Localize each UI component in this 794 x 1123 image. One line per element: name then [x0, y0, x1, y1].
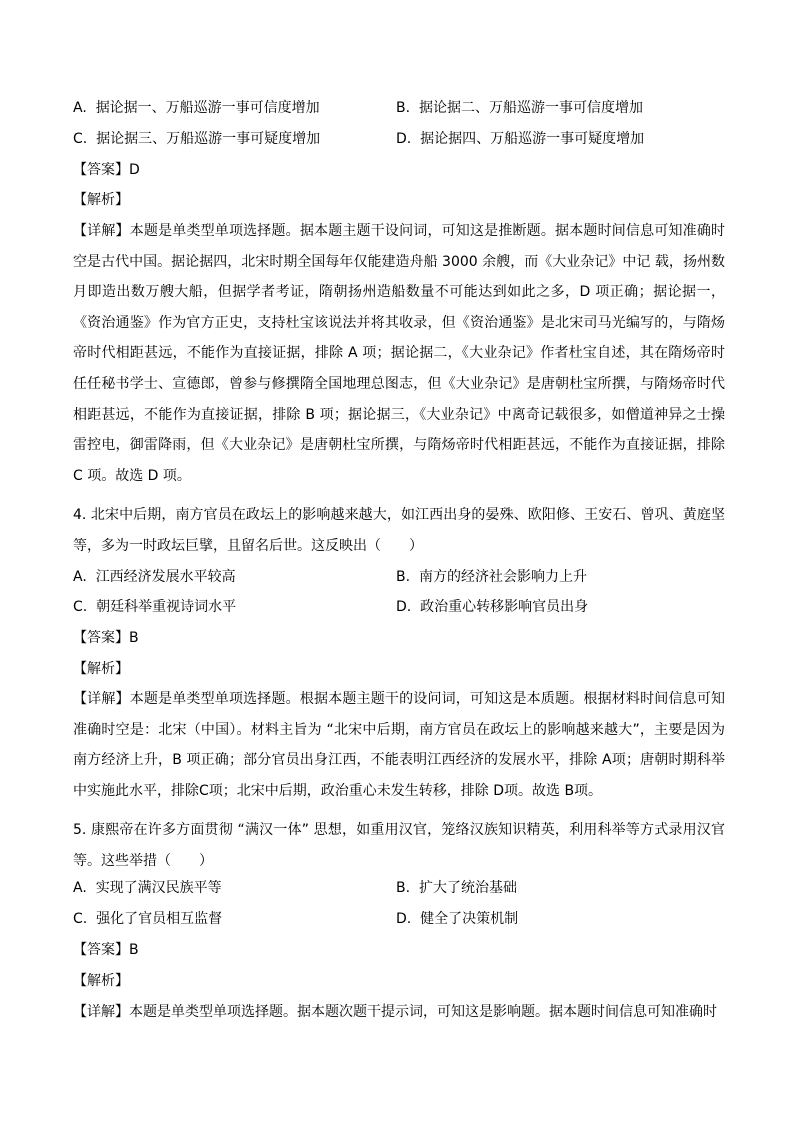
option-letter: A. — [73, 569, 87, 585]
q4-option-c — [73, 597, 236, 617]
option-letter: A. — [73, 880, 87, 896]
q5-stem: 5. 康熙帝在许多方面贯彻 “满汉一体” 思想，如重用汉官，笼络汉族知识精英，利用科举等方式录用汉官等。这些举措（ ） — [73, 822, 725, 869]
q3-option-b — [396, 98, 643, 118]
option-letter: B. — [396, 880, 411, 896]
q5-option-b — [396, 878, 517, 898]
option-letter: A. — [73, 100, 87, 116]
option-text: 据论据三、万船巡游一事可疑度增加 — [96, 131, 321, 147]
q3-detail: 【详解】本题是单类型单项选择题。据本题主题干设问词，可知这是推断题。据本题时间信息可知准确时空是古代中国。据论据四，北宋时期全国每年仅能建造舟船 3000 余艘，而《大业杂记》中记 载，扬州数月即造出数万艘大船，但据学者考证，隋朝扬州造船数量不可能达到如此之多，D 项正确；据论据一，《资治通鉴》作为官方正史，支持杜宝该说法并将其收录，但《资治通鉴》是北宋司马光编写的，与隋炀帝时代相距甚远，不能作为直接证据，排除 A 项；据论据二，《大业杂记》作者杜宝自述，其在隋炀帝时任任秘书学士、宣德郎，曾参与修撰隋全国地理总图志，但《大业杂记》是唐朝杜宝所撰，与隋炀帝时代相距甚远，不能作为直接证据，排除 B 项；据论据三，《大业杂记》中离奇记载很多，如僧道神异之士操雷控电，御雷降雨，但《大业杂记》是唐朝杜宝所撰，与隋炀帝时代相距甚远，不能作为直接证据，排除 C 项。故选 D 项。 — [73, 223, 725, 484]
option-text: 江西经济发展水平较高 — [95, 569, 236, 585]
q5-option-a — [73, 878, 222, 898]
q3-option-c — [73, 129, 320, 149]
q4-answer: 【答案】B — [73, 630, 139, 646]
q5-answer: 【答案】B — [73, 942, 139, 958]
option-letter: C. — [73, 599, 88, 615]
option-text: 强化了官员相互监督 — [96, 911, 223, 927]
q3-option-d — [396, 129, 644, 149]
q5-analysis-label: 【解析】 — [73, 973, 129, 989]
q4-option-b — [396, 567, 587, 587]
q3-analysis-label: 【解析】 — [73, 192, 129, 208]
q4-stem: 4. 北宋中后期，南方官员在政坛上的影响越来越大，如江西出身的晏殊、欧阳修、王安石、曾巩、黄庭坚等，多为一时政坛巨擘，且留名后世。这反映出（ ） — [73, 507, 725, 554]
q5-detail: 【详解】本题是单类型单项选择题。据本题次题干提示词，可知这是影响题。据本题时间信息可知准确时 — [73, 1004, 717, 1020]
option-letter: D. — [396, 131, 412, 147]
option-letter: D. — [396, 911, 412, 927]
option-text: 实现了满汉民族平等 — [95, 880, 222, 896]
option-text: 据论据一、万船巡游一事可信度增加 — [95, 100, 320, 116]
option-text: 据论据二、万船巡游一事可信度增加 — [418, 100, 643, 116]
option-letter: C. — [73, 911, 88, 927]
q4-option-a — [73, 567, 236, 587]
option-letter: B. — [396, 569, 411, 585]
option-text: 扩大了统治基础 — [418, 880, 517, 896]
q4-analysis-label: 【解析】 — [73, 661, 129, 677]
option-text: 据论据四、万船巡游一事可疑度增加 — [420, 131, 645, 147]
q3-option-a — [73, 98, 320, 118]
q3-answer: 【答案】D — [73, 162, 140, 178]
option-letter: D. — [396, 599, 412, 615]
q4-option-d — [396, 597, 588, 617]
option-text: 健全了决策机制 — [420, 911, 519, 927]
q4-detail: 【详解】本题是单类型单项选择题。根据本题主题干的设问词，可知这是本质题。根据材料时间信息可知准确时空是：北宋（中国）。材料主旨为 “北宋中后期，南方官员在政坛上的影响越来越大”，主要是因为南方经济上升，B 项正确；部分官员出身江西，不能表明江西经济的发展水平，排除 A项；唐朝时期科举中实施此水平，排除C项；北宋中后期，政治重心未发生转移，排除 D项。故选 B项。 — [73, 691, 725, 799]
option-text: 政治重心转移影响官员出身 — [420, 599, 589, 615]
option-letter: B. — [396, 100, 411, 116]
option-text: 南方的经济社会影响力上升 — [418, 569, 587, 585]
option-text: 朝廷科举重视诗词水平 — [96, 599, 237, 615]
q5-option-d — [396, 909, 518, 929]
option-letter: C. — [73, 131, 88, 147]
q5-option-c — [73, 909, 222, 929]
